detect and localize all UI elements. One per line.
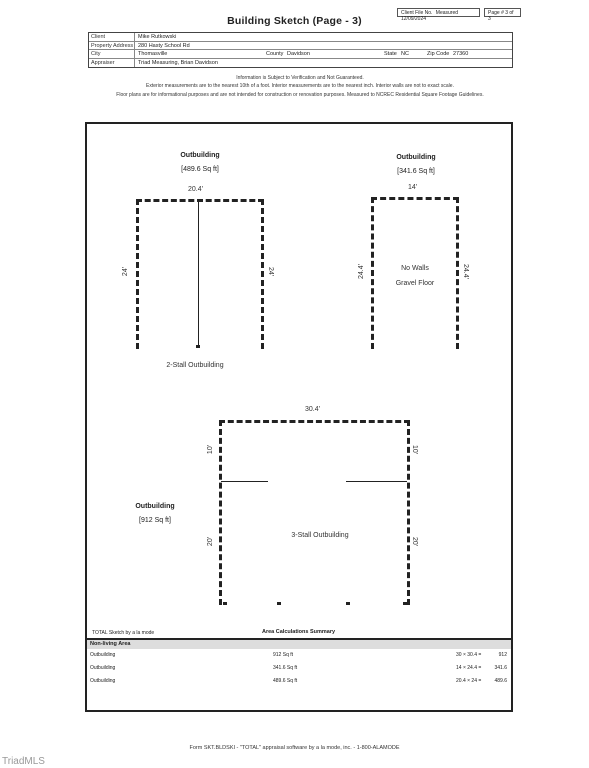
ob1-stall-divider [198, 201, 199, 347]
state-value: NC [401, 51, 409, 57]
sketch-frame [85, 122, 513, 712]
ob3-left-top-dimension: 10' [207, 444, 215, 455]
appraiser-row [89, 59, 512, 68]
page-title: Building Sketch (Page - 3) [227, 15, 362, 27]
ob3-right-bottom-dimension: 20' [411, 536, 419, 547]
ob1-top-wall [136, 199, 264, 202]
ob2-right-dimension: 24.4' [461, 264, 469, 279]
county-label: County [266, 51, 284, 57]
city-label: City [89, 50, 135, 58]
table-row [87, 649, 511, 662]
row-name: Outbuilding [90, 665, 116, 671]
area-summary-table [87, 638, 511, 688]
row-area: 489.6 Sq ft [273, 678, 298, 684]
ob2-title: Outbuilding [396, 154, 436, 161]
form-footer: Form SKT.BLDSKI - "TOTAL" appraisal software by a la mode, inc. - 1-800-ALAMODE [189, 745, 400, 751]
client-row [89, 33, 512, 42]
ob3-left-wall [219, 420, 222, 605]
client-label: Client [89, 33, 135, 41]
address-row [89, 42, 512, 51]
county-value: Davidson [287, 51, 310, 57]
ob2-left-wall [371, 197, 374, 349]
ob2-label-gravel-floor: Gravel Floor [395, 280, 435, 287]
city-value: Thomasville [138, 51, 168, 57]
ob3-right-wall [407, 420, 410, 605]
ob3-post-4 [403, 602, 407, 605]
table-row [87, 662, 511, 675]
ob1-left-dimension: 24' [122, 266, 130, 277]
client-value: Mike Rutkowski [138, 34, 177, 40]
ob1-left-wall [136, 199, 139, 349]
note-measurements: Exterior measurements are to the nearest 10th of a foot. Interior measurements are to the nearest inch. Interior walls are not to exact scale. [146, 83, 454, 89]
zip-label: Zip Code [427, 51, 450, 57]
row-name: Outbuilding [90, 678, 116, 684]
zip-value: 27360 [453, 51, 469, 57]
ob2-left-dimension: 24.4' [357, 264, 365, 279]
client-file-label: Client File No. [401, 10, 433, 16]
ob3-right-top-dimension: 10' [411, 444, 419, 455]
row-result: 489.6 [494, 678, 507, 684]
address-value: 280 Hasty School Rd [138, 42, 190, 49]
appraiser-label: Appraiser [89, 59, 135, 68]
ob2-area: [341.6 Sq ft] [397, 168, 435, 175]
state-label: State [384, 51, 397, 57]
ob1-right-dimension: 24' [267, 266, 275, 277]
summary-section-header: Non-living Area [87, 640, 511, 649]
appraiser-value: Triad Measuring, Brian Davidson [138, 59, 218, 66]
triadmls-logo: TriadMLS [2, 756, 45, 767]
ob2-label-no-walls: No Walls [401, 265, 429, 272]
measured-date: Measured 12/09/2024 [401, 10, 459, 22]
row-result: 912 [498, 652, 507, 658]
ob1-divider-post [196, 345, 200, 348]
ob1-top-dimension: 20.4' [188, 186, 203, 193]
ob3-title: Outbuilding [135, 503, 175, 510]
address-label: Property Address [91, 42, 134, 49]
ob1-right-wall [261, 199, 264, 349]
ob2-top-wall [371, 197, 459, 200]
ob3-left-bottom-dimension: 20' [207, 536, 215, 547]
row-name: Outbuilding [90, 652, 116, 658]
ob1-label: 2-Stall Outbuilding [166, 362, 224, 369]
ob3-top-dimension: 30.4' [305, 406, 320, 413]
ob3-label: 3-Stall Outbuilding [291, 532, 349, 539]
table-row [87, 675, 511, 688]
ob3-right-partition [346, 481, 407, 482]
ob3-area: [912 Sq ft] [139, 517, 171, 524]
note-floorplans: Floor plans are for informational purposes and are not intended for construction or renovation purposes. Measured to NCREC Residential Square Footage Guidelines. [116, 92, 484, 98]
ob1-title: Outbuilding [180, 152, 220, 159]
ob3-post-3 [346, 602, 350, 605]
sketch-software-label: TOTAL Sketch by a la mode [92, 630, 155, 636]
note-verification: Information is Subject to Verification and Not Guaranteed. [236, 75, 364, 81]
city-row [89, 50, 512, 59]
row-calc: 14 × 24.4 = [456, 665, 482, 671]
ob3-left-partition [221, 481, 268, 482]
row-calc: 30 × 30.4 = [456, 652, 482, 658]
page-number: Page # 3 of 3 [488, 10, 514, 22]
ob2-top-dimension: 14' [408, 184, 418, 191]
ob3-post-1 [223, 602, 227, 605]
property-info-table [88, 32, 513, 68]
ob3-post-2 [277, 602, 281, 605]
row-result: 341.6 [494, 665, 507, 671]
row-calc: 20.4 × 24 = [456, 678, 482, 684]
summary-title: Area Calculations Summary [262, 629, 336, 635]
ob3-top-wall [219, 420, 410, 423]
row-area: 912 Sq ft [273, 652, 294, 658]
row-area: 341.6 Sq ft [273, 665, 298, 671]
ob2-right-wall [456, 197, 459, 349]
ob1-area: [489.6 Sq ft] [181, 166, 219, 173]
